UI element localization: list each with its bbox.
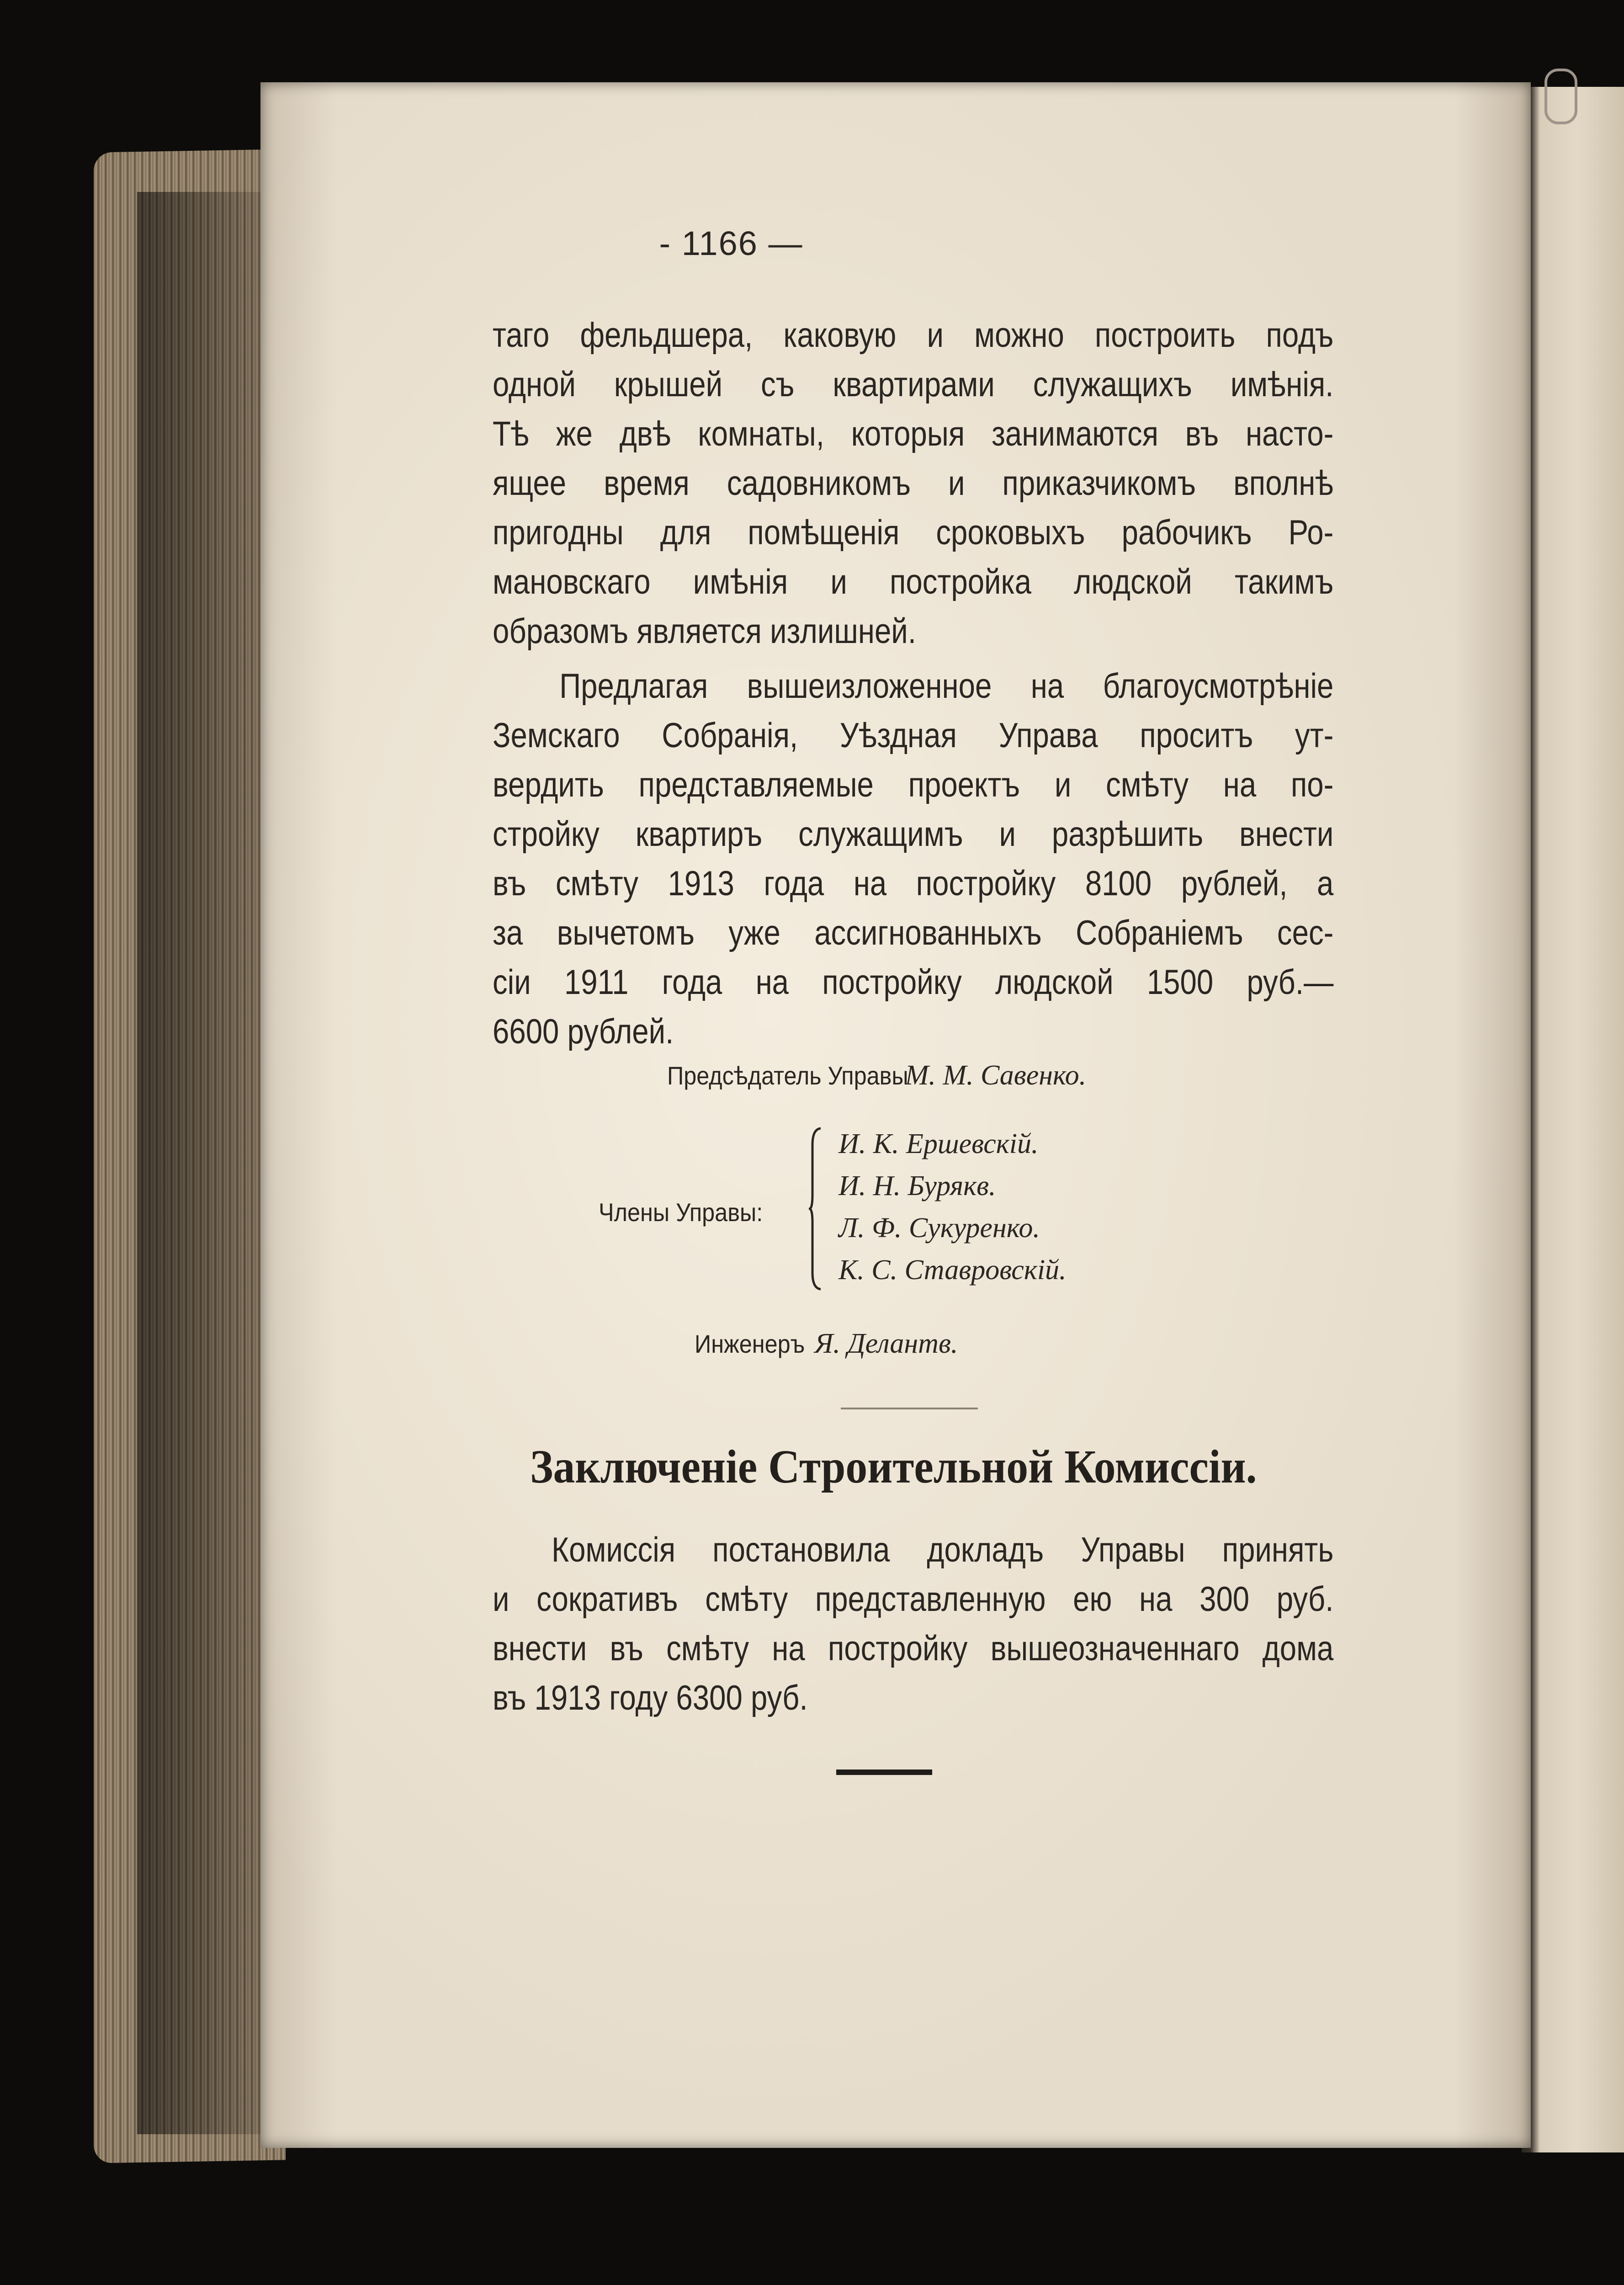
members-brace-icon [809,1127,823,1291]
end-rule [836,1770,932,1775]
paragraph-3-line: внести въ смѣту на постройку вышеозначеннаго дома [493,1629,1334,1668]
paragraph-2-line: стройку квартиръ служащимъ и разрѣшить внести [493,815,1334,854]
paragraph-1-line: Тѣ же двѣ комнаты, которыя занимаются въ насто- [493,414,1334,453]
section-heading: Заключеніе Строительной Комиссіи. [530,1440,1257,1493]
paragraph-2-line: за вычетомъ уже ассигнованныхъ Собраніемъ сес- [493,914,1334,952]
paragraph-2-line: вердить представляемые проектъ и смѣту на по- [493,765,1334,804]
paragraph-1 [493,311,1333,656]
paragraph-2-line: 6600 рублей. [493,1012,674,1051]
paragraph-2 [493,662,1333,1057]
members-label: Члены Управы: [599,1198,763,1227]
engineer-row [695,1328,958,1360]
paragraph-1-line: образомъ является излишней. [493,612,916,651]
paragraph-1-line: пригодны для помѣщенія сроковыхъ рабочикъ Ро- [493,513,1334,552]
binding-clip-icon [1544,69,1577,124]
paragraph-2-line: сіи 1911 года на постройку людской 1500 руб.— [493,963,1334,1002]
paragraph-3 [493,1525,1333,1723]
member-name: Л. Ф. Сукуренко. [839,1212,1040,1243]
member-name: К. С. Ставровскій. [839,1254,1067,1286]
paragraph-2-line: Земскаго Собранія, Уѣздная Управа проситъ ут- [493,716,1334,755]
section-divider [841,1408,978,1409]
chairman-label: Предсѣдатель Управы [667,1061,908,1090]
adjacent-page-edge [1522,87,1624,2152]
chairman-row [667,1059,1086,1092]
engineer-label: Инженеръ [695,1329,805,1358]
page-number: - 1166 — [659,224,803,262]
member-name: И. Н. Бурякв. [839,1170,996,1201]
paragraph-2-line: Предлагая вышеизложенное на благоусмотрѣніе [559,667,1334,706]
paragraph-1-line: таго фельдшера, каковую и можно построить подъ [493,316,1334,355]
paragraph-1-line: мановскаго имѣнія и постройка людской такимъ [493,563,1334,601]
paragraph-2-line: въ смѣту 1913 года на постройку 8100 рублей, а [493,864,1334,903]
member-name: И. К. Ершевскій. [839,1128,1039,1159]
paragraph-3-line: и сокративъ смѣту представленную ею на 300 руб. [493,1580,1334,1619]
paragraph-3-line: Комиссія постановила докладъ Управы принять [552,1530,1334,1569]
paragraph-1-line: ящее время садовникомъ и приказчикомъ вполнѣ [493,464,1334,503]
engineer-name: Я. Делантв. [814,1328,958,1359]
paragraph-1-line: одной крышей съ квартирами служащихъ имѣнія. [493,365,1334,404]
paragraph-3-line: въ 1913 году 6300 руб. [493,1679,808,1717]
chairman-name: М. М. Савенко. [905,1060,1087,1091]
